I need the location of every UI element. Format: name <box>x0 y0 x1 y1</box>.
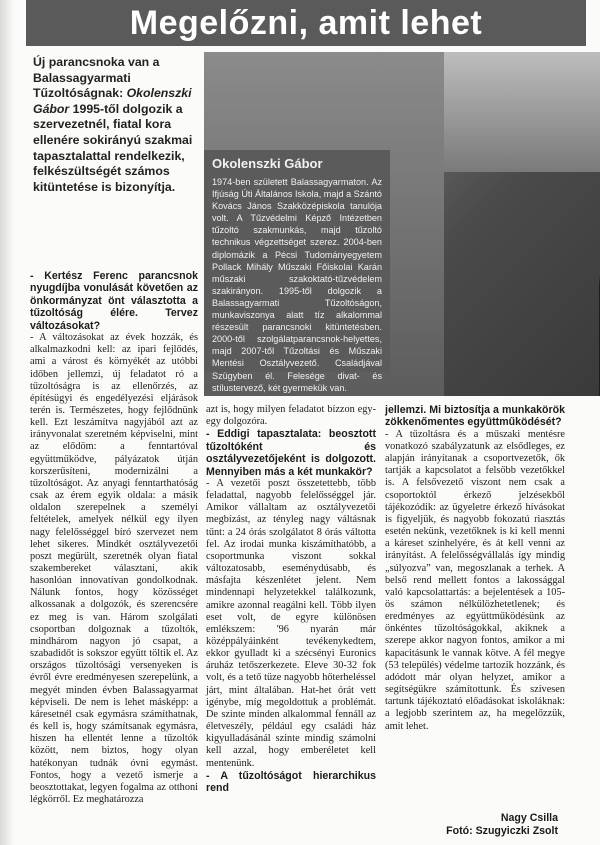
text-column-3 <box>385 404 565 733</box>
answer-2: - A vezetői poszt összetettebb, több feladattal, nagyobb felelősséggel jár. Amikor vállaltam az osztályvezetői megbízást, az tényleg nagy váltásnak tűnt: a 24 órás szolgálatot 8 órás váltotta fel. Az irodai munka kiszámíthatóbb, a csoportmunka viszont sokkal változatosabb, eseménydúsabb, és másfajta készenlétet jelent. Nem mindennapi helyzetekkel találkozunk, amikre azonnal reagálni kell. Több ilyen eset volt, de egyre különösen emlékszem: '96 nyarán már középpályáinként tevékenykedtem, ekkor gyulladt ki a szécsényi Euronics áruház tetőszerkezete. Eleve 30-32 fok volt, és a tető tüze nagyobb hőterheléssel járt, mint általában. Hat-het órát vett igénybe, míg megoldottuk a problémát. De szinte minden alkalommal fennáll az életveszély, például egy családi ház kigyulladásánál szinte mindig számolni kell azzal, hogy emberéletet kell mentenünk. <box>206 477 376 769</box>
question-3-continued: jellemzi. Mi biztosítja a munkakörök zökkenőmentes együttműködését? <box>385 404 565 429</box>
question-3: - A tűzoltóságot hierarchikus rend <box>206 769 376 795</box>
page-fold-shadow <box>0 0 14 845</box>
lead-paragraph <box>33 55 201 195</box>
article-title: Megelőzni, amit lehet <box>26 0 586 46</box>
bio-box <box>204 150 390 393</box>
answer-3: - A tűzoltásra és a műszaki mentésre vonatkozó szabályzatunk az elsődleges, ez alapján irányítanak a csoportvezetők, ők tartják a kapcsolatot a felsőbb vezetőkkel is. A felsővezető viszont nem csak a csoportoktól érkező jelzésekből tájékozódik: az ügyeletre érkező hívásokat is figyeljük, és nagyobb fokozatú riasztás esetén nekünk, vezetőknek is ki kell menni a káreset színhelyére, és át kell venni az irányítást. A felelősségvállalás így mindig „súlyozva” van, megoszlanak a terhek. A belső rend mellett fontos a lakossággal való kapcsolattartás: a bejelentések a 105-ös számon nélkülözhetetlenek; és eredményes az együttműködésünk az önkéntes tűzoltóságokkal, akiknek a szerepe akkor nagyon fontos, amikor a mi kapacitásunk le vannak kötve. A fél megye (53 település) védelme tartozik hozzánk, és adódott már olyan helyzet, amikor a segítségükre számítottunk. És szívesen tartunk tájékoztató előadásokat iskoláknak: a legjobb szerintem az, ha megelőzzük, amit lehet. <box>385 428 565 732</box>
question-1: - Kertész Ferenc parancsnok nyugdíjba vonulását követően az önkormányzat önt választotta a tűzoltóság élére. Tervez változásokat? <box>30 270 198 332</box>
answer-1-continued: azt is, hogy milyen feladatot bízzon egy-egy dolgozóra. <box>206 404 376 428</box>
author-name: Nagy Csilla <box>500 812 558 824</box>
bio-title: Okolenszki Gábor <box>212 156 323 171</box>
lead-part1: Új parancsnoka van a Balassagyarmati Tűzoltóságnak: <box>33 55 160 101</box>
bio-text: 1974-ben született Balassagyarmaton. Az Ifjúság Úti Általános Iskola, majd a Szántó Kovács János Szakközépiskola tanulója volt. A Tűzvédelmi Képző Intézetben tűzoltó szakmunkás, majd tűzoltó technikus végzettséget szerez. 2004-ben diplomázik a Pécsi Tudományegyetem Pollack Mihály Műszaki Főiskolai Karán műszaki szakoktató-tűzvédelem szakirányon. 1995-től dolgozik a Balassagyarmati Tűzoltóságon, munkaviszonya alatt tíz alkalommal részesült parancsnoki kitüntetésben. 2000-től szolgálatparancsnok-helyettes, majd 2007-től Tűzoltási és Műszaki Mentési Osztályvezető. Családjával Szügyben él. Felesége divat- és stílustervező, két gyermekük van. <box>212 177 382 393</box>
text-column-1 <box>30 270 198 806</box>
photo-fire-truck <box>444 52 600 172</box>
lead-part2: 1995-től dolgozik a szervezetnél, fiatal kora ellenére sokirányú szakmai tapasztalattal rendelkezik, felkészültségét számos kitüntetése is bizonyítja. <box>33 101 193 194</box>
byline <box>446 812 558 838</box>
answer-1: - A változásokat az évek hozzák, és alkalmazkodni kell: az ipari fejlődés, ami a várost és környékét az utóbbi időben jellemzi, új feladatot ró a tűzoltóságra is az ellenőrzés, az építésügyi és engedélyezési eljárások terén is. Természetes, hogy fejlődnünk kell. Ezt leszámítva nagyjából azt az irányvonalat szeretném képviselni, mint az elődöm: a fenntartóval együttműködve, pályázatok útján korszerűsíteni, modernizálni a tűzoltóságot. Az anyagi fenntarthatóság csak az érem egyik oldala: a másik oldalon szerepelnek a személyi feltételek, amelyek nélkül egy ilyen nagy felelősséggel bíró szervezet nem lehet sikeres. Mindkét osztályvezetői poszt megürült, szeretnék olyan fiatal szakembereket választani, akik hasonlóan innovatívan gondolkodnak. Nálunk fontos, hogy közösséget alkossanak a dolgozók, és szerencsére ez meg is van. Három szolgálati csoportban dolgoznak a tűzoltók, mindhárom nagyon jó csapat, a szabadidőt is sokszor együtt töltik el. Az országos tűzoltósági versenyeken is évről évre eredményesen szerepelünk, a megyét minden évben Balassagyarmat képviseli. De nem is lehet másképp: a káresetnél csak egymásra számíthatnak, és kell is, hogy számítsanak egymásra, hiszen ha ellentét lenne a tűzoltók között, nem biztos, hogy olyan hatékonyan tudnák óvni egymást. Fontos, hogy a vezető ismerje a beosztottakat, legyen fogalma az otthoni légkörről. Ez meghatározza <box>30 332 198 805</box>
lead-name: Okolenszki Gábor <box>33 86 192 116</box>
question-2: - Eddigi tapasztalata: beosztott tűzoltóként és osztályvezetőjeként is dolgozott. Mennyiben más a két munkakör? <box>206 428 376 478</box>
photo-credit: Fotó: Szugyiczki Zsolt <box>446 825 558 837</box>
text-column-2 <box>206 404 376 795</box>
